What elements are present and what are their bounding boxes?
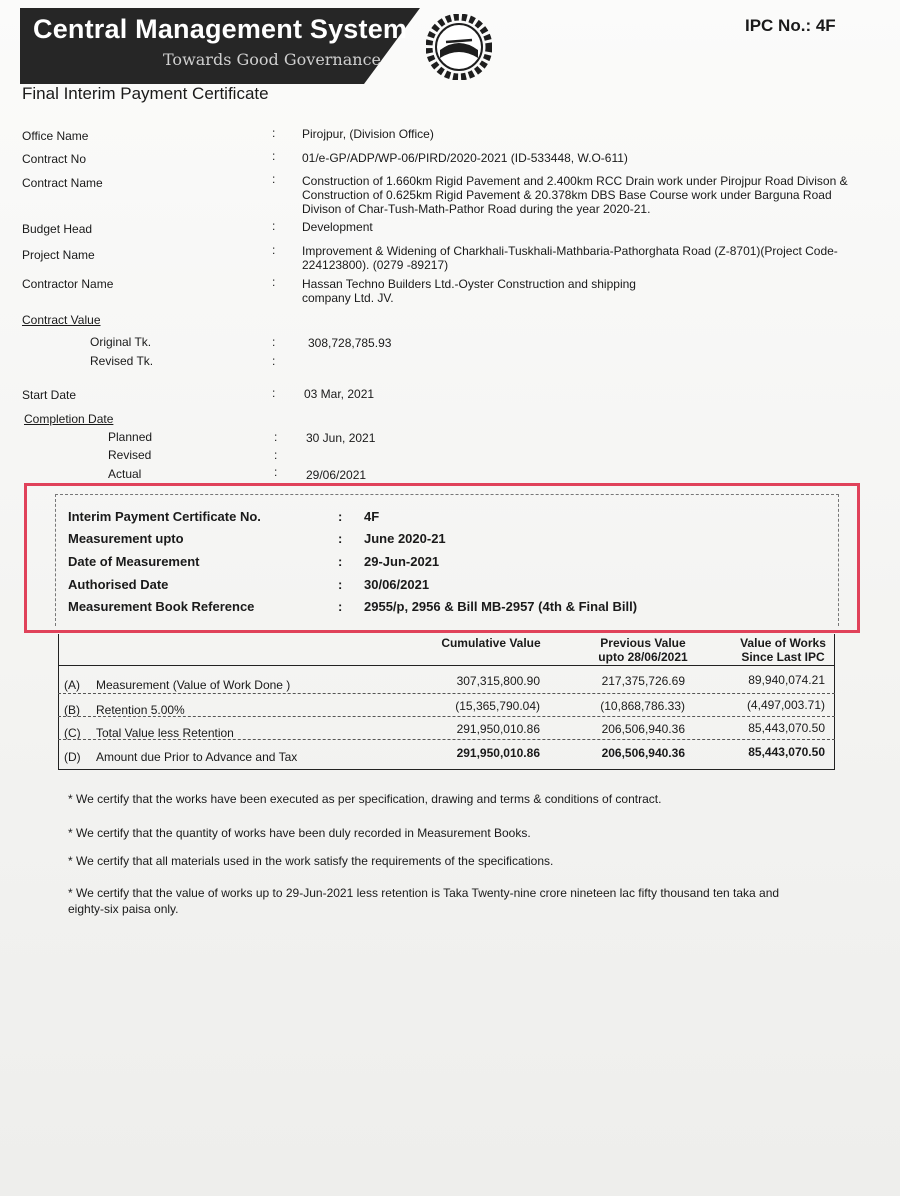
system-tagline: Towards Good Governance <box>163 50 382 69</box>
contract-name-label: Contract Name <box>22 176 103 190</box>
start-date-label: Start Date <box>22 388 77 402</box>
budget-head-value: Development <box>302 220 373 234</box>
office-name-label: Office Name <box>22 129 89 143</box>
ipc-no-value: 4F <box>364 509 380 524</box>
revised-tk-label: Revised Tk. <box>90 354 154 368</box>
office-name-value: Pirojpur, (Division Office) <box>302 127 434 141</box>
table-header-rule <box>58 665 835 666</box>
colon: : <box>272 126 276 140</box>
previous-cell: 206,506,940.36 <box>601 722 685 736</box>
colon: : <box>274 448 278 462</box>
project-name-label: Project Name <box>22 248 95 262</box>
header-since-1: Value of Works <box>740 636 826 650</box>
row-label: Total Value less Retention <box>96 726 234 740</box>
system-title: Central Management System <box>33 14 408 44</box>
header-since-2: Since Last IPC <box>741 650 825 664</box>
mb-reference-label: Measurement Book Reference <box>68 599 255 614</box>
previous-cell: (10,868,786.33) <box>600 699 685 713</box>
colon: : <box>272 275 276 289</box>
row-divider <box>58 739 835 740</box>
project-name-value: Improvement & Widening of Charkhali-Tuskhali-Mathbaria-Pathorghata Road (Z-8701)(Project Code-224123800). (0279 -89217) <box>302 244 838 272</box>
measurement-upto-value: June 2020-21 <box>364 531 446 546</box>
cumulative-cell: 307,315,800.90 <box>456 674 540 688</box>
colon: : <box>272 219 276 233</box>
since-cell: (4,497,003.71) <box>746 698 825 712</box>
completion-date-label: Completion Date <box>24 412 114 426</box>
since-cell: 89,940,074.21 <box>748 673 825 687</box>
actual-label: Actual <box>108 467 142 481</box>
contractor-name-value: Hassan Techno Builders Ltd.-Oyster Construction and shipping company Ltd. JV. <box>302 277 636 305</box>
start-date-value: 03 Mar, 2021 <box>304 387 375 401</box>
header-cumulative: Cumulative Value <box>441 636 541 650</box>
date-of-measurement-label: Date of Measurement <box>68 554 200 569</box>
colon: : <box>274 465 278 479</box>
contract-no-label: Contract No <box>22 152 87 166</box>
previous-cell: 217,375,726.69 <box>601 674 685 688</box>
revised-date-label: Revised <box>108 448 152 462</box>
document-title: Final Interim Payment Certificate <box>22 84 269 103</box>
original-tk-label: Original Tk. <box>90 335 152 349</box>
row-label: Retention 5.00% <box>96 703 185 717</box>
contract-value-label: Contract Value <box>22 313 101 327</box>
colon: : <box>272 172 276 186</box>
header-previous-1: Previous Value <box>600 636 686 650</box>
certification-statement: * We certify that the works have been executed as per specification, drawing and terms & conditions of contract. <box>68 792 662 806</box>
certification-statement: * We certify that all materials used in the work satisfy the requirements of the specifications. <box>68 854 554 868</box>
header-previous-2: upto 28/06/2021 <box>598 650 688 664</box>
certification-statement: * We certify that the quantity of works have been duly recorded in Measurement Books. <box>68 826 531 840</box>
colon: : <box>338 531 343 546</box>
row-label: Amount due Prior to Advance and Tax <box>96 750 298 764</box>
cumulative-cell: 291,950,010.86 <box>456 722 540 736</box>
actual-value: 29/06/2021 <box>306 468 367 482</box>
colon: : <box>272 149 276 163</box>
row-key: (B) <box>64 703 80 717</box>
certification-statement: * We certify that the value of works up to 29-Jun-2021 less retention is Taka Twenty-nine crore nineteen lac fifty thousand ten taka and eighty-six paisa only. <box>68 886 780 916</box>
row-divider <box>58 716 835 717</box>
since-cell: 85,443,070.50 <box>748 745 825 759</box>
row-key: (A) <box>64 678 80 692</box>
ipc-number-header: IPC No.: 4F <box>745 16 836 35</box>
row-divider <box>58 693 835 694</box>
since-cell: 85,443,070.50 <box>748 721 825 735</box>
budget-head-label: Budget Head <box>22 222 93 236</box>
colon: : <box>272 335 276 349</box>
cumulative-cell: 291,950,010.86 <box>456 746 540 760</box>
row-label: Measurement (Value of Work Done ) <box>96 678 291 692</box>
date-of-measurement-value: 29-Jun-2021 <box>364 554 440 569</box>
contract-name-value: Construction of 1.660km Rigid Pavement and 2.400km RCC Drain work under Pirojpur Road Divison & Construction of 0.625km Rigid Pavement & 20.378km DBS Base Course work under Barguna Road Divison of Char-Tush-Math-Pathor Road during the year 2020-21. <box>302 174 848 216</box>
colon: : <box>272 386 276 400</box>
colon: : <box>338 554 343 569</box>
cumulative-cell: (15,365,790.04) <box>455 699 540 713</box>
colon: : <box>272 243 276 257</box>
cog-emblem-icon <box>426 14 492 80</box>
colon: : <box>338 577 343 592</box>
row-key: (C) <box>64 726 81 740</box>
original-tk-value: 308,728,785.93 <box>308 336 392 350</box>
colon: : <box>338 599 343 614</box>
colon: : <box>338 509 343 524</box>
authorised-date-label: Authorised Date <box>68 577 169 592</box>
colon: : <box>272 354 276 368</box>
planned-label: Planned <box>108 430 153 444</box>
measurement-upto-label: Measurement upto <box>68 531 184 546</box>
contract-no-value: 01/e-GP/ADP/WP-06/PIRD/2020-2021 (ID-533448, W.O-611) <box>302 151 628 165</box>
previous-cell: 206,506,940.36 <box>601 746 685 760</box>
row-key: (D) <box>64 750 81 764</box>
planned-value: 30 Jun, 2021 <box>306 431 376 445</box>
ipc-no-label: Interim Payment Certificate No. <box>68 509 261 524</box>
mb-reference-value: 2955/p, 2956 & Bill MB-2957 (4th & Final Bill) <box>364 599 638 614</box>
contractor-name-label: Contractor Name <box>22 277 114 291</box>
colon: : <box>274 430 278 444</box>
authorised-date-value: 30/06/2021 <box>364 577 430 592</box>
